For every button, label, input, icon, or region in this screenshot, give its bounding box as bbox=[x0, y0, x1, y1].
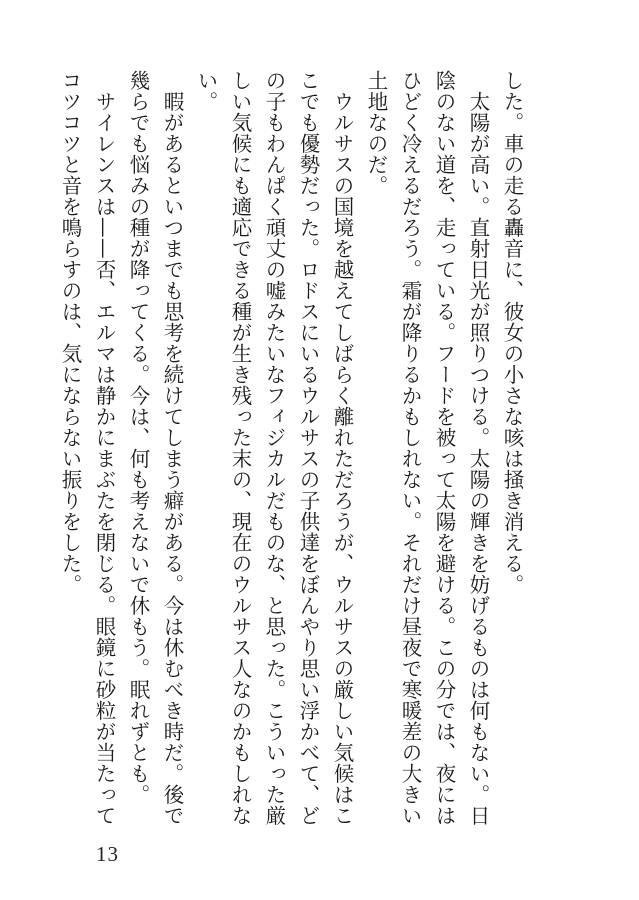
paragraph-1: した。車の走る轟音に、彼女の小さな咳は掻き消える。 bbox=[500, 70, 524, 595]
page-number: 13 bbox=[96, 842, 119, 866]
paragraph-4: 暇があるといつまでも思考を続けてしまう癖がある。今は休むべき時だ。後で幾らでも悩みの種が降ってくる。今は、何も考えないで休もう。眠れずとも。 bbox=[126, 70, 184, 826]
vertical-text-body bbox=[58, 70, 529, 830]
paragraph-2: 太陽が高い。直射日光が照りつける。太陽の輝きを妨げるものは何もない。日陰のない道を、走っている。フードを被って太陽を避ける。この分では、夜にはひどく冷えるだろう。霜が降りるかもしれない。それだけ昼夜で寒暖差の大きい土地なのだ。 bbox=[364, 70, 490, 826]
paragraph-5: サイレンスは——否、エルマは静かにまぶたを閉じる。眼鏡に砂粒が当たってコツコツと音を鳴らすのは、気にならない振りをした。 bbox=[58, 70, 116, 826]
paragraph-3: ウルサスの国境を越えてしばらく離れただろうが、ウルサスの厳しい気候はここでも優勢だった。ロドスにいるウルサスの子供達をぼんやり思い浮かべて、どの子もわんぱく頑丈の嘘みたいなフィジカルだものな、と思った。こういった厳しい気候にも適応できる種が生き残った末の、現在のウルサス人なのかもしれない。 bbox=[194, 70, 354, 826]
